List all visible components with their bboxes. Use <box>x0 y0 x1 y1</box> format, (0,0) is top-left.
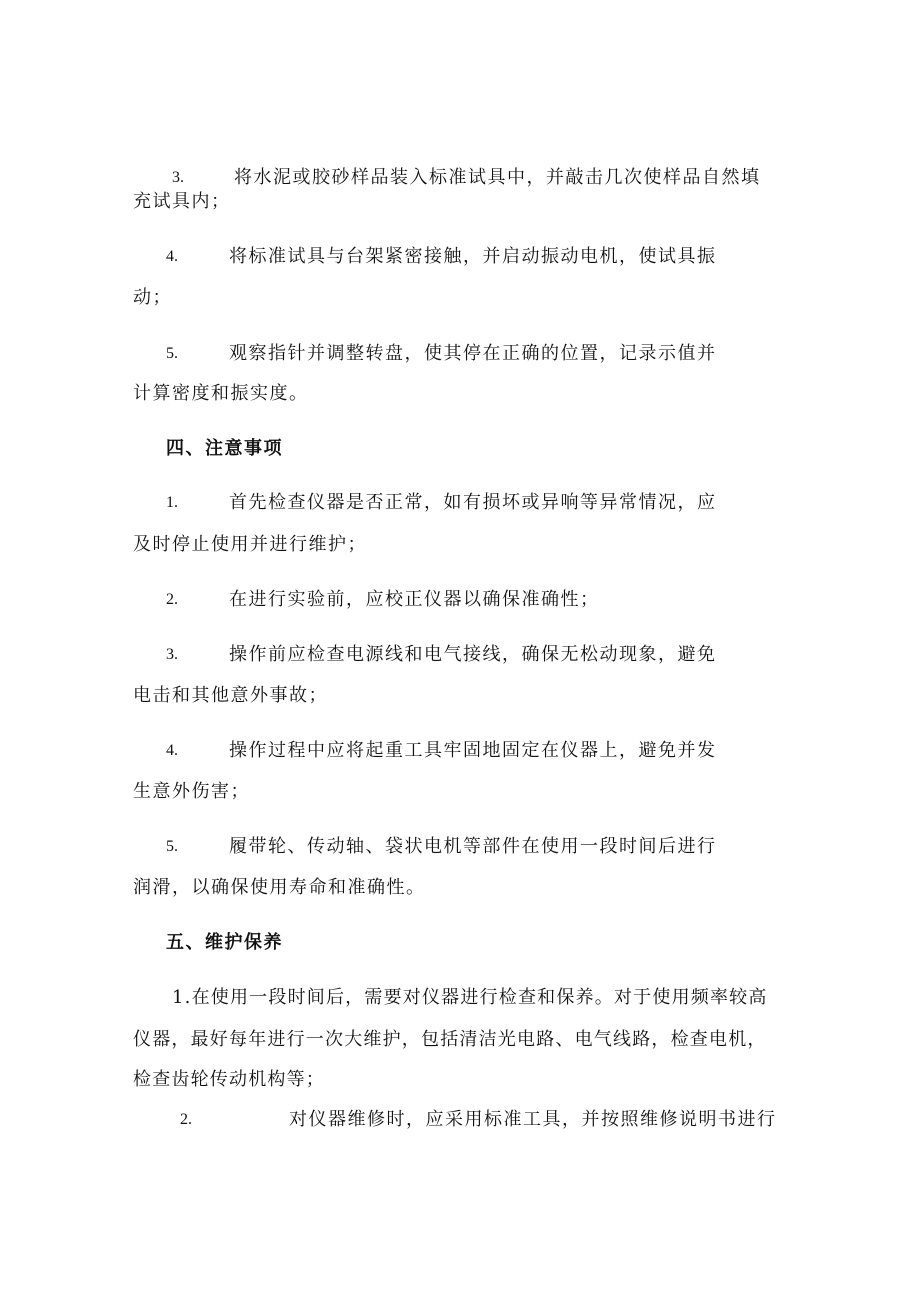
notice-3-line2: 电击和其他意外事故； <box>133 685 328 706</box>
section-4-heading: 四、注意事项 <box>166 438 283 459</box>
step-4-line2: 动； <box>133 287 172 308</box>
notice-4-line1: 操作过程中应将起重工具牢固地固定在仪器上，避免并发 <box>229 740 717 761</box>
notice-4-line2: 生意外伤害； <box>133 781 250 802</box>
notice-2-line1: 在进行实验前，应校正仪器以确保准确性； <box>229 589 600 610</box>
notice-3-number: 3. <box>166 646 178 663</box>
maintenance-1-line3: 检查齿轮传动机构等； <box>133 1069 325 1090</box>
notice-1-line1: 首先检查仪器是否正常，如有损坏或异响等异常情况，应 <box>229 492 717 513</box>
step-3-number: 3. <box>172 169 184 186</box>
maintenance-2-line1: 对仪器维修时，应采用标准工具，并按照维修说明书进行 <box>289 1109 777 1130</box>
notice-2-number: 2. <box>166 591 178 608</box>
step-4-number: 4. <box>166 248 178 265</box>
notice-5-number: 5. <box>166 838 178 855</box>
maintenance-1-line2: 仪器，最好每年进行一次大维护，包括清洁光电路、电气线路，检查电机， <box>133 1029 767 1050</box>
step-5-line1: 观察指针并调整转盘，使其停在正确的位置，记录示值并 <box>229 343 717 364</box>
step-5-number: 5. <box>166 345 178 362</box>
step-4-line1: 将标准试具与台架紧密接触，并启动振动电机，使试具振 <box>229 246 717 267</box>
step-5-line2: 计算密度和振实度。 <box>133 383 309 404</box>
notice-3-line1: 操作前应检查电源线和电气接线，确保无松动现象，避免 <box>229 644 717 665</box>
section-5-heading: 五、维护保养 <box>166 932 283 953</box>
step-3-line2: 充试具内； <box>133 191 231 212</box>
notice-5-line1: 履带轮、传动轴、袋状电机等部件在使用一段时间后进行 <box>229 836 717 857</box>
notice-1-line2: 及时停止使用并进行维护； <box>133 534 367 555</box>
notice-5-line2: 润滑，以确保使用寿命和准确性。 <box>133 877 426 898</box>
maintenance-1-line1: 1.在使用一段时间后，需要对仪器进行检查和保养。对于使用频率较高 <box>172 987 768 1008</box>
step-3-line1: 将水泥或胶砂样品装入标准试具中，并敲击几次使样品自然填 <box>234 167 761 188</box>
notice-4-number: 4. <box>166 742 178 759</box>
notice-1-number: 1. <box>166 494 178 511</box>
maintenance-2-number: 2. <box>180 1111 192 1128</box>
